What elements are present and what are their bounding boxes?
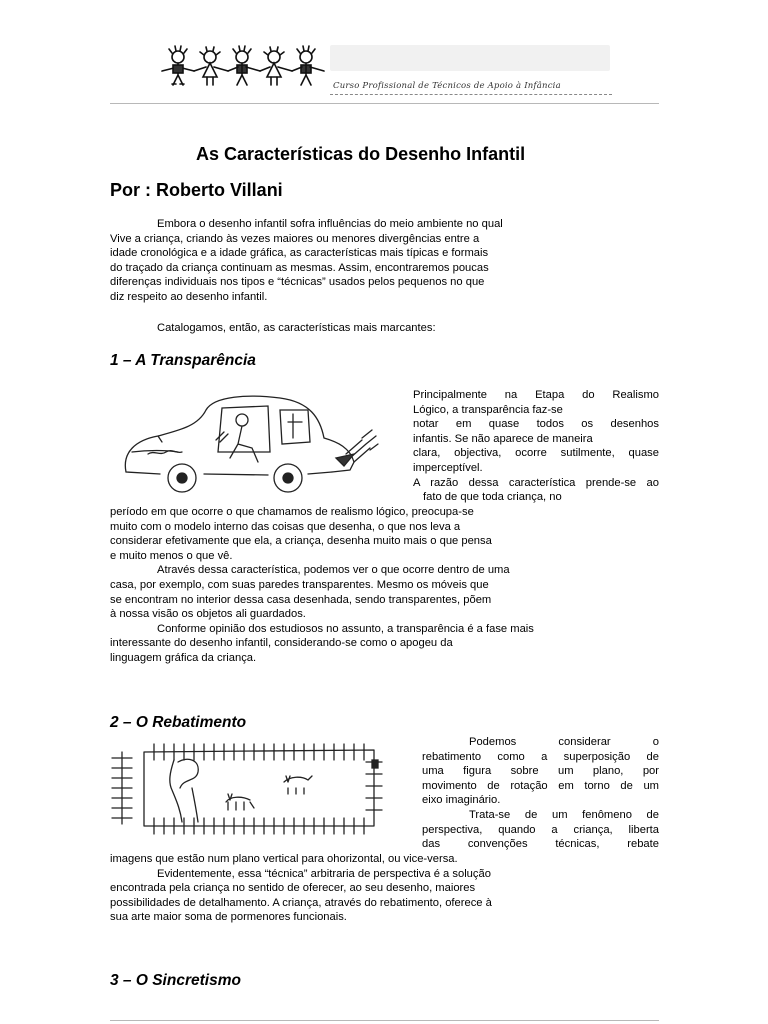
car-drawing-icon [118, 392, 394, 496]
side-line: clara, objectiva, ocorre sutilmente, quase [413, 447, 659, 460]
bottom-rule [110, 1020, 659, 1021]
section-heading: 1 – A Transparência [110, 352, 256, 369]
body-line: Evidentemente, essa “técnica” arbitraria de perspectiva é a solução [157, 867, 491, 880]
body-line: à nossa visão os objetos ali guardados. [110, 608, 306, 621]
header-watermark [330, 45, 610, 71]
body-line: casa, por exemplo, com suas paredes transparentes. Mesmo os móveis que [110, 578, 489, 591]
intro-line: diz respeito ao desenho infantil. [110, 290, 268, 303]
body-line: se encontram no interior dessa casa desenhada, sendo transparentes, põem [110, 593, 492, 606]
intro-line: Embora o desenho infantil sofra influências do meio ambiente no qual [157, 218, 503, 230]
side-line: A razão dessa característica prende-se ao [413, 476, 659, 489]
intro-line: idade cronológica e a idade gráfica, as características mais típicas e formais [110, 247, 489, 260]
intro-line: Vive a criança, criando às vezes maiores ou menores divergências entre a [110, 232, 480, 245]
side-line: das convenções técnicas, rebate [422, 838, 659, 851]
side-line [422, 808, 659, 823]
catalog-line: Catalogamos, então, as características mais marcantes: [157, 322, 436, 334]
intro-line: do traçado da criança continuam as mesmas. Assim, encontraremos poucas [110, 261, 489, 274]
body-line: imagens que estão num plano vertical para ohorizontal, ou vice-versa. [110, 853, 458, 865]
side-line: Principalmente na Etapa do Realismo [413, 389, 659, 401]
side-line: imperceptível. [413, 461, 483, 474]
author-line: Por : Roberto Villani [110, 180, 283, 200]
body-line: encontrada pela criança no sentido de oferecer, ao seu desenho, maiores [110, 882, 476, 895]
header-underline [330, 94, 612, 95]
side-line: rebatimento como a superposição de [422, 750, 659, 763]
fenced-field-drawing-icon [108, 738, 390, 838]
body-line: e muito menos o que vê. [110, 549, 233, 562]
course-name: Curso Profissional de Técnicos de Apoio à Infância [333, 81, 561, 91]
side-line: eixo imaginário. [422, 794, 501, 807]
page-title: As Características do Desenho Infantil [196, 144, 526, 164]
intro-line: diferenças individuais nos tipos e “técnicas” usados pelos pequenos no que [110, 276, 485, 289]
body-line: Através dessa característica, podemos ver o que ocorre dentro de uma [157, 564, 510, 577]
top-rule [110, 103, 659, 104]
section-heading: 2 – O Rebatimento [110, 714, 247, 731]
side-line-text: Podemos considerar o [469, 736, 659, 748]
section2-body [110, 852, 580, 925]
side-line [422, 735, 659, 750]
body-line: possibilidades de detalhamento. A criança, através do rebatimento, oferece à [110, 896, 492, 909]
body-line: linguagem gráfica da criança. [110, 651, 257, 664]
body-line: interessante do desenho infantil, considerando-se como o apogeu da [110, 637, 453, 650]
side-line: fato de que toda criança, no [423, 491, 562, 504]
side-line: infantis. Se não aparece de maneira [413, 432, 593, 445]
side-line: Lógico, a transparência faz-se [413, 403, 563, 416]
body-line: período em que ocorre o que chamamos de realismo lógico, preocupa-se [110, 506, 474, 518]
section1-side-text [413, 388, 659, 505]
section-heading: 3 – O Sincretismo [110, 972, 241, 989]
side-line: notar em quase todos os desenhos [413, 418, 659, 431]
section2-side-text [422, 735, 659, 852]
side-line: movimento de rotação em torno de um [422, 779, 659, 792]
side-line: uma figura sobre um plano, por [422, 765, 659, 778]
body-line: considerar efetivamente que ela, a criança, desenha muito mais o que pensa [110, 535, 492, 548]
side-line-text: Trata-se de um fenômeno de [469, 808, 659, 821]
body-line: muito com o modelo interno das coisas que desenha, o que nos leva a [110, 520, 461, 533]
body-line: Conforme opinião dos estudiosos no assunto, a transparência é a fase mais [157, 622, 534, 635]
section1-body [110, 505, 580, 666]
side-line: perspectiva, quando a criança, liberta [422, 823, 659, 836]
children-holding-hands-icon [158, 44, 328, 90]
intro-paragraph [110, 217, 570, 305]
body-line: sua arte maior soma de pormenores funcionais. [110, 911, 347, 924]
